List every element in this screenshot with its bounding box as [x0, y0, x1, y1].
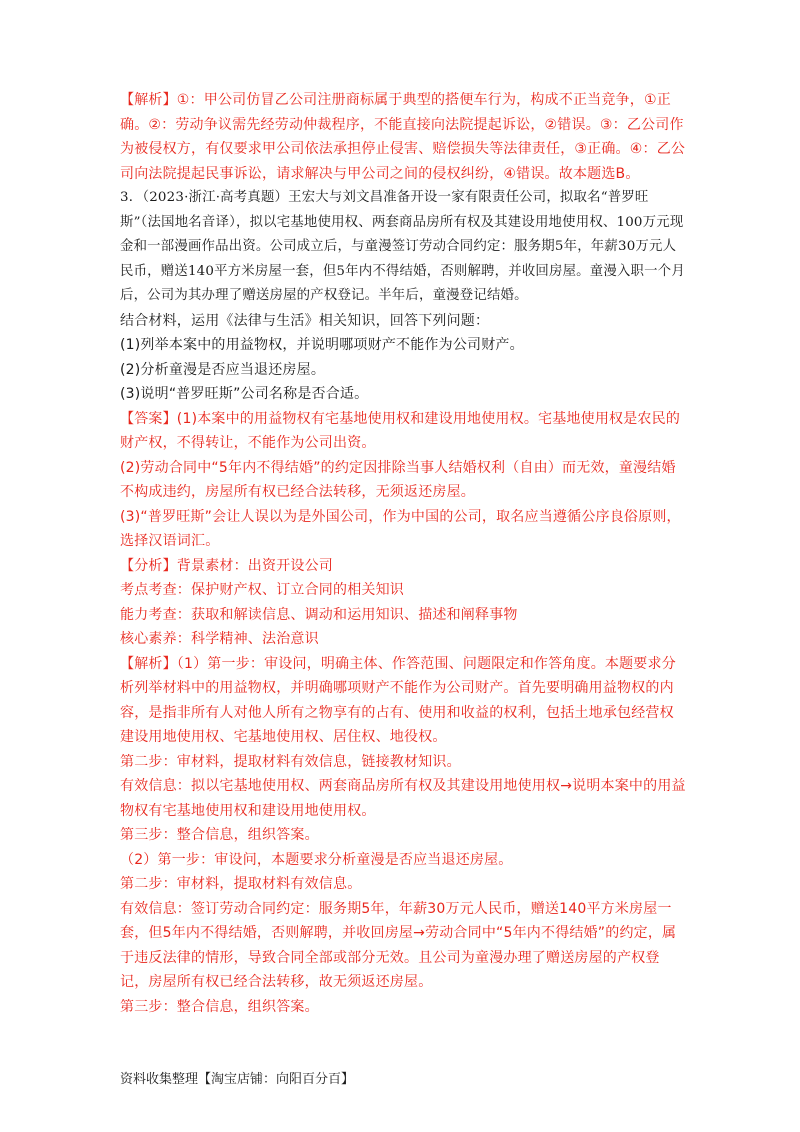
answer-2: (2)劳动合同中“5年内不得结婚”的约定因排除当事人结婚权利（自由）而无效，童漫结婚不构成违约，房屋所有权已经合法转移，无须返还房屋。: [120, 459, 676, 500]
jiexi-info-1: 有效信息：拟以宅基地使用权、两套商品房所有权及其建设用地使用权→说明本案中的用益物权有宅基地使用权和建设用地使用权。: [120, 778, 686, 819]
fenxi-kaodian: 考点考查：保护财产权、订立合同的相关知识: [120, 582, 404, 598]
question-3-prompt: 结合材料，运用《法律与生活》相关知识，回答下列问题：: [120, 312, 490, 329]
fenxi-suyang: 核心素养：科学精神、法治意识: [120, 631, 319, 647]
question-3-text: 3．（2023·浙江·高考真题）王宏大与刘文昌准备开设一家有限责任公司，拟取名“普罗旺斯”（法国地名音译），拟以宅基地使用权、两套商品房所有权及其建设用地使用权、100万元现金和一部漫画作品出资。公司成立后，与童漫签订劳动合同约定：服务期5年，年薪30万元人民币，赠送140平方米房屋一套，但5年内不得结婚，否则解聘，并收回房屋。童漫入职一个月后，公司为其办理了赠送房屋的产权登记。半年后，童漫登记结婚。: [120, 190, 685, 303]
page-footer: 资料收集整理【淘宝店铺：向阳百分百】: [120, 1072, 355, 1087]
jiexi-info-2: 有效信息：签订劳动合同约定：服务期5年，年薪30万元人民币，赠送140平方米房屋一套，但5年内不得结婚，否则解聘，并收回房屋→劳动合同中“5年内不得结婚”的约定，属于违反法律的情形，导致合同全部或部分无效。且公司为童漫办理了赠送房屋的产权登记，房屋所有权已经合法转移，故无须返还房屋。: [120, 900, 677, 990]
jiexi-part-2-step-1: （2）第一步：审设问，本题要求分析童漫是否应当退还房屋。: [120, 851, 513, 868]
fenxi-background: 【分析】背景素材：出资开设公司: [120, 557, 333, 574]
question-3-sub-2: (2)分析童漫是否应当退还房屋。: [120, 361, 326, 378]
jiexi-step-3: 第三步：整合信息，组织答案。: [120, 827, 319, 843]
question-3-sub-1: (1)列举本案中的用益物权，并说明哪项财产不能作为公司财产。: [120, 337, 524, 353]
answer-1: 【答案】(1)本案中的用益物权有宅基地使用权和建设用地使用权。宅基地使用权是农民的财产权，不得转让，不能作为公司出资。: [120, 410, 681, 451]
jiexi-step-2: 第二步：审材料，提取材料有效信息，链接教材知识。: [120, 753, 461, 770]
jiexi-part-2-step-2: 第二步：审材料，提取材料有效信息。: [120, 876, 362, 892]
answer-3: (3)“普罗旺斯”会让人误以为是外国公司，作为中国的公司，取名应当遵循公序良俗原则，选择汉语词汇。: [120, 508, 681, 549]
fenxi-nengli: 能力考查：获取和解读信息、调动和运用知识、描述和阐释事物: [120, 606, 518, 623]
document-body: [120, 88, 686, 1019]
analysis-1: 【解析】①：甲公司仿冒乙公司注册商标属于典型的搭便车行为，构成不正当竞争，①正确。②：劳动争议需先经劳动仲裁程序，不能直接向法院提起诉讼，②错误。③：乙公司作为被侵权方，有仅要求甲公司依法承担停止侵害、赔偿损失等法律责任，③正确。④：乙公司向法院提起民事诉讼，请求解决与甲公司之间的侵权纠纷，④错误。故本题选B。: [120, 92, 686, 182]
jiexi-step-1: 【解析】（1）第一步：审设问，明确主体、作答范围、问题限定和作答角度。本题要求分析列举材料中的用益物权，并明确哪项财产不能作为公司财产。首先要明确用益物权的内容，是指非所有人对他人所有之物享有的占有、使用和收益的权利，包括土地承包经营权建设用地使用权、宅基地使用权、居住权、地役权。: [120, 655, 676, 745]
question-3-sub-3: (3)说明“普罗旺斯”公司名称是否合适。: [120, 386, 369, 402]
jiexi-part-2-step-3: 第三步：整合信息，组织答案。: [120, 998, 319, 1015]
